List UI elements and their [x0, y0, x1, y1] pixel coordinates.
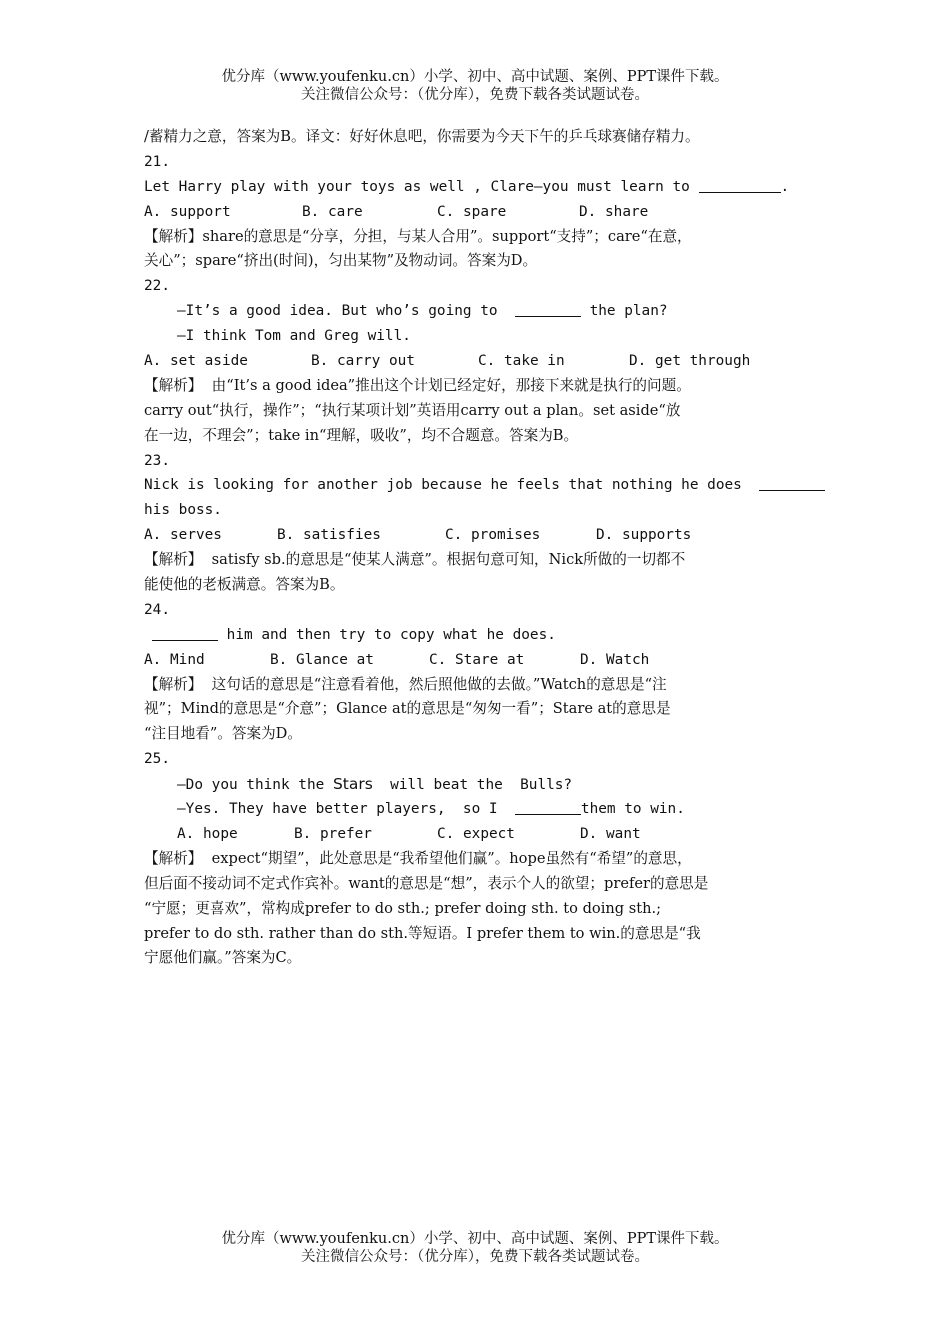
option-a: A. support [144, 203, 231, 220]
option-d: D. want [580, 825, 641, 842]
question-25-line-1-text: —Do you think the [177, 777, 333, 794]
question-25-options [144, 822, 824, 847]
question-22-dialog-line-2: —I think Tom and Greg will. [177, 328, 411, 345]
question-22-explanation-line-1: 【解析】 由“It’s a good idea”推出这个计划已经定好，那接下来就是执行的问题。 [144, 376, 691, 394]
option-b: B. care [302, 203, 363, 220]
option-b: B. prefer [294, 825, 372, 842]
question-21-stem-end: . [780, 178, 790, 195]
question-25-dialog-line-2 [144, 797, 824, 822]
question-21-options [144, 200, 824, 225]
question-23-stem-line-1 [144, 473, 824, 498]
question-23-options [144, 523, 824, 548]
header-line-2: 关注微信公众号：（优分库），免费下载各类试题试卷。 [301, 87, 649, 103]
question-25-line-2-text: —Yes. They have better players, so I [177, 801, 515, 818]
question-24-explanation-line-2: 视”；Mind的意思是“介意”；Glance at的意思是“匆匆一看”；Stare at的意思是 [144, 700, 671, 718]
question-21-stem [144, 175, 824, 200]
question-24-explanation-line-1: 【解析】 这句话的意思是“注意看着他，然后照他做的去做。”Watch的意思是“注 [144, 675, 667, 693]
question-22-explanation-line-2: carry out“执行，操作”；“执行某项计划”英语用carry out a plan。set aside“放 [144, 401, 681, 419]
question-number-21: 21. [144, 153, 170, 170]
option-a: A. serves [144, 527, 222, 544]
question-25-explanation-line-3: “宁愿；更喜欢”，常构成prefer to do sth.; prefer doing sth. to doing sth.; [144, 899, 662, 917]
option-c: C. take in [478, 353, 565, 370]
question-25-explanation-line-2: 但后面不接动词不定式作宾补。want的意思是“想”，表示个人的欲望；prefer的意思是 [144, 874, 709, 892]
question-22-line-1-text: —It’s a good idea. But who’s going to [177, 303, 515, 320]
option-c: C. promises [445, 527, 541, 544]
question-23-explanation-line-1: 【解析】 satisfy sb.的意思是“使某人满意”。根据句意可知，Nick所做的一切都不 [144, 551, 686, 569]
option-a: A. set aside [144, 353, 248, 370]
question-21-explanation-line-2: 关心”；spare“挤出(时间)，匀出某物”及物动词。答案为D。 [144, 252, 538, 270]
header-line-1: 优分库（www.youfenku.cn）小学、初中、高中试题、案例、PPT课件下载。 [221, 69, 729, 85]
footer-line-1: 优分库（www.youfenku.cn）小学、初中、高中试题、案例、PPT课件下载。 [221, 1231, 729, 1247]
question-21-explanation-line-1: 【解析】share的意思是“分享，分担，与某人合用”。support“支持”；care“在意， [144, 227, 692, 245]
question-25-line-1-end: will beat the Bulls? [372, 777, 573, 794]
option-c: C. spare [437, 203, 507, 220]
question-number-23: 23. [144, 452, 170, 469]
option-d: D. get through [629, 353, 751, 370]
question-25-explanation-line-1: 【解析】 expect“期望”，此处意思是“我希望他们赢”。hope虽然有“希望”的意思， [144, 849, 692, 867]
question-number-22: 22. [144, 278, 170, 295]
option-c: C. expect [437, 825, 515, 842]
footer-line-2: 关注微信公众号：（优分库），免费下载各类试题试卷。 [301, 1249, 649, 1265]
page-header [0, 68, 950, 104]
option-d: D. Watch [580, 651, 650, 668]
question-22-dialog-line-1 [144, 299, 824, 324]
answer-blank [152, 625, 218, 641]
question-number-24: 24. [144, 601, 170, 618]
question-21-stem-text: Let Harry play with your toys as well , Clare—you must learn to [144, 178, 699, 195]
answer-blank [699, 177, 781, 193]
question-25-explanation-line-5: 宁愿他们赢。”答案为C。 [144, 949, 302, 967]
question-23-stem-line-2: his boss. [144, 502, 222, 519]
option-b: B. Glance at [270, 651, 374, 668]
question-24-stem [144, 623, 824, 648]
question-25-explanation-line-4: prefer to do sth. rather than do sth.等短语。I prefer them to win.的意思是“我 [144, 924, 701, 942]
option-d: D. share [579, 203, 649, 220]
document-body [144, 125, 824, 971]
answer-blank [515, 799, 581, 815]
option-a: A. Mind [144, 651, 205, 668]
question-22-line-1-end: the plan? [580, 303, 668, 320]
option-b: B. carry out [311, 353, 415, 370]
question-22-options [144, 349, 824, 374]
question-number-25: 25. [144, 751, 170, 768]
answer-blank [759, 475, 825, 491]
stars-team-name: Stars [332, 775, 373, 794]
question-24-stem-text: him and then try to copy what he does. [218, 626, 556, 643]
option-d: D. supports [596, 527, 692, 544]
answer-blank [515, 301, 581, 317]
question-25-dialog-line-1 [144, 772, 824, 797]
question-24-options [144, 648, 824, 673]
question-24-explanation-line-3: “注目地看”。答案为D。 [144, 725, 302, 743]
question-22-explanation-line-3: 在一边，不理会”；take in“理解，吸收”，均不合题意。答案为B。 [144, 426, 579, 444]
question-23-stem-text: Nick is looking for another job because he feels that nothing he does [144, 477, 760, 494]
question-25-line-2-end: them to win. [580, 801, 685, 818]
option-c: C. Stare at [429, 651, 525, 668]
option-a: A. hope [177, 825, 238, 842]
option-b: B. satisfies [277, 527, 381, 544]
page-footer [0, 1230, 950, 1266]
previous-explanation-tail: /蓄精力之意，答案为B。译文：好好休息吧，你需要为今天下午的乒乓球赛储存精力。 [144, 128, 700, 145]
question-23-explanation-line-2: 能使他的老板满意。答案为B。 [144, 576, 345, 594]
